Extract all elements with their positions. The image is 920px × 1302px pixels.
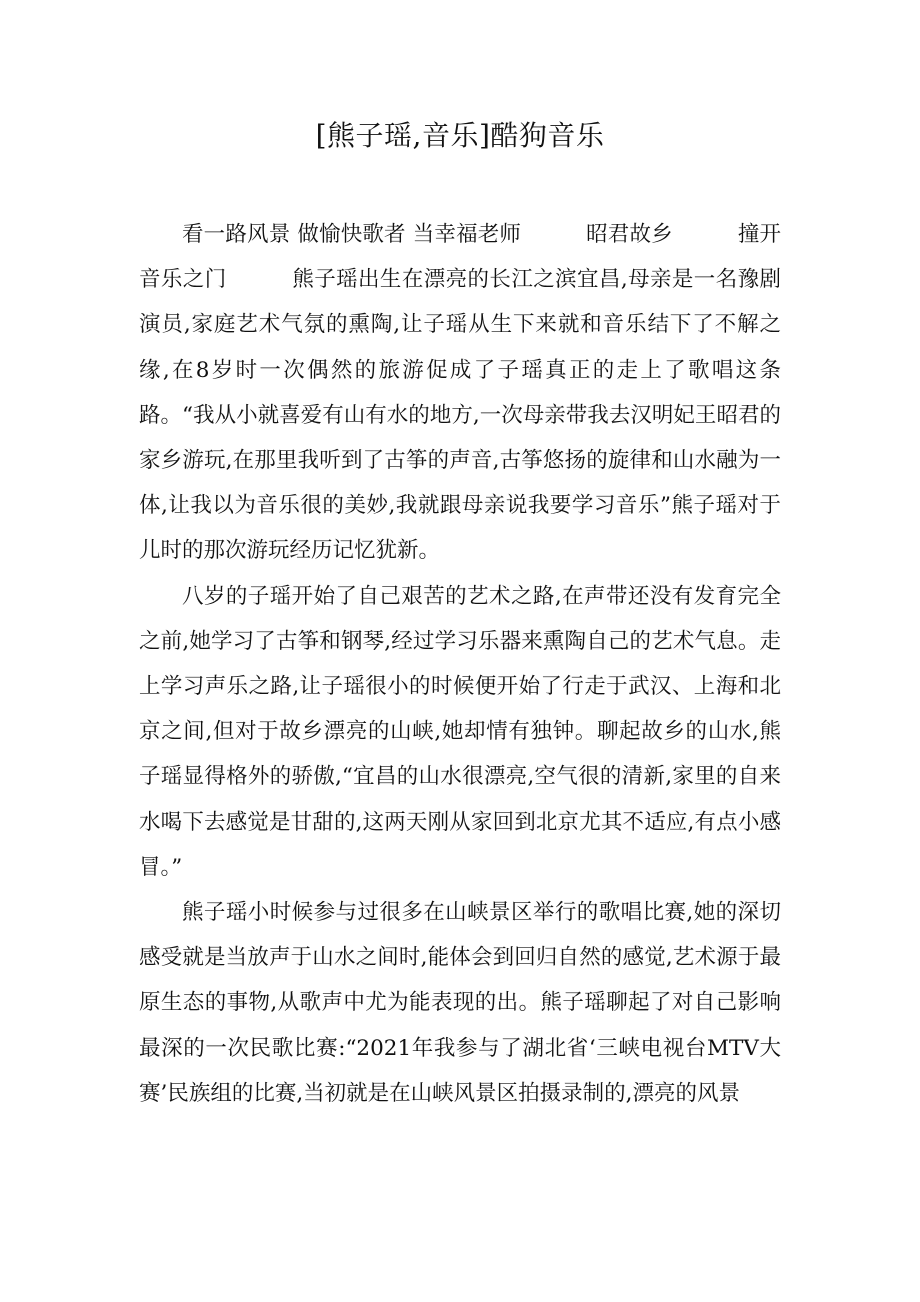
document-title: [熊子瑶,音乐]酷狗音乐 (315, 119, 605, 152)
paragraph: 八岁的子瑶开始了自己艰苦的艺术之路,在声带还没有发育完全之前,她学习了古筝和钢琴,经过学习乐器来熏陶自己的艺术气息。走上学习声乐之路,让子瑶很小的时候便开始了行走于武汉、上海和北京之间,但对于故乡漂亮的山峡,她却情有独钟。聊起故乡的山水,熊子瑶显得格外的骄傲,“宜昌的山水很漂亮,空气很的清新,家里的自来水喝下去感觉是甘甜的,这两天刚从家回到北京尤其不适应,有点小感冒。” (139, 583, 781, 880)
document-body (139, 212, 781, 1116)
paragraph: 看一路风景 做愉快歌者 当幸福老师 昭君故乡 撞开音乐之门 熊子瑶出生在漂亮的长江之滨宜昌,母亲是一名豫剧演员,家庭艺术气氛的熏陶,让子瑶从生下来就和音乐结下了不解之缘,在8岁时一次偶然的旅游促成了子瑶真正的走上了歌唱这条路。“我从小就喜爱有山有水的地方,一次母亲带我去汉明妃王昭君的家乡游玩,在那里我听到了古筝的声音,古筝悠扬的旋律和山水融为一体,让我以为音乐很的美妙,我就跟母亲说我要学习音乐”熊子瑶对于儿时的那次游玩经历记忆犹新。 (139, 222, 781, 564)
paragraph: 熊子瑶小时候参与过很多在山峡景区举行的歌唱比赛,她的深切感受就是当放声于山水之间时,能体会到回归自然的感觉,艺术源于最原生态的事物,从歌声中尤为能表现的出。熊子瑶聊起了对自己影响最深的一次民歌比赛:“2021年我参与了湖北省‘三峡电视台MTV大赛’民族组的比赛,当初就是在山峡风景区拍摄录制的,漂亮的风景 (139, 900, 781, 1106)
